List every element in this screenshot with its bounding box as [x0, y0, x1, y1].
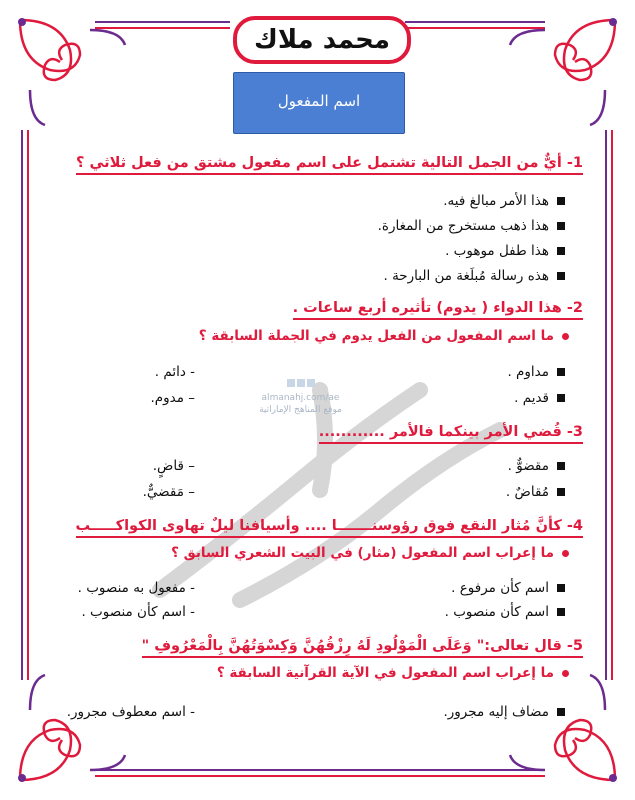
site-name: موقع المناهج الإماراتية: [259, 405, 342, 415]
question-1: [76, 155, 583, 171]
q1-option-1[interactable]: هذا الأمر مبالغ فيه.: [443, 193, 565, 209]
question-2: [293, 300, 583, 316]
question-5-sub: ما إعراب اسم المفعول في الآية القرآنية السابقة ؟: [217, 665, 569, 681]
corner-ornament-bottom-left: [18, 675, 125, 782]
q1-option-3[interactable]: هذا طفل موهوب .: [445, 243, 565, 259]
question-1-text: 1- أيٌّ من الجمل التالية تشتمل على اسم مفعول مشتق من فعل ثلاثي ؟: [76, 155, 583, 175]
question-3: [319, 424, 583, 440]
question-4-sub: ما إعراب اسم المفعول (مثار) في البيت الشعري السابق ؟: [171, 545, 569, 561]
q3-option-1[interactable]: مقضوٌّ .: [508, 458, 565, 474]
question-5-text: 5- قال تعالى:" وَعَلَى الْمَوْلُودِ لَهُ رِزْقُهُنَّ وَكِسْوَتُهُنَّ بِالْمَعْرُوفِ ": [142, 638, 583, 658]
q4-option-4[interactable]: - اسم كأن منصوب .: [81, 604, 195, 620]
q3-option-4[interactable]: – مَقضيٌّ.: [142, 484, 195, 500]
corner-ornament-top-right: [510, 18, 617, 125]
q2-option-1[interactable]: مداوم .: [507, 364, 565, 380]
question-2-text: 2- هذا الدواء ( يدوم) تأثيره أربع ساعات .: [293, 300, 583, 320]
q5-option-2[interactable]: - اسم معطوف مجرور.: [66, 704, 195, 720]
site-logo: [258, 378, 343, 430]
corner-ornament-top-left: [18, 18, 125, 125]
q3-option-3[interactable]: – قاضٍ.: [152, 458, 195, 474]
q5-option-1[interactable]: مضاف إليه مجرور.: [443, 704, 565, 720]
q4-option-2[interactable]: اسم كأن منصوب .: [445, 604, 565, 620]
q4-option-1[interactable]: اسم كأن مرفوع .: [451, 580, 565, 596]
q1-option-2[interactable]: هذا ذهب مستخرج من المغارة.: [378, 218, 565, 234]
question-5: [142, 638, 583, 654]
q4-option-3[interactable]: - مفعول به منصوب .: [77, 580, 195, 596]
corner-ornament-bottom-right: [510, 675, 617, 782]
q3-option-2[interactable]: مُقاضٌ .: [506, 484, 565, 500]
q2-option-3[interactable]: - دائم .: [154, 364, 195, 380]
question-3-text: 3- قُضي الأمر بينكما فالأمر ............: [319, 424, 583, 444]
site-url: almanahj.com/ae: [261, 393, 340, 403]
q2-option-2[interactable]: قديم .: [514, 390, 565, 406]
q2-option-4[interactable]: – مدوم.: [150, 390, 195, 406]
q1-option-4[interactable]: هذه رسالة مُبلَغة من البارحة .: [383, 268, 565, 284]
question-2-sub: ما اسم المفعول من الفعل يدوم في الجملة السابقة ؟: [199, 328, 569, 344]
author-name-plate: محمد ملاك: [233, 16, 411, 64]
lesson-title: اسم المفعول: [233, 72, 405, 134]
question-4: [76, 518, 583, 534]
question-4-text: 4- كأنَّ مُثار النقع فوق رؤوسنـــــــا .... وأسيافنا ليلٌ تهاوى الكواكـــــب: [76, 518, 583, 538]
